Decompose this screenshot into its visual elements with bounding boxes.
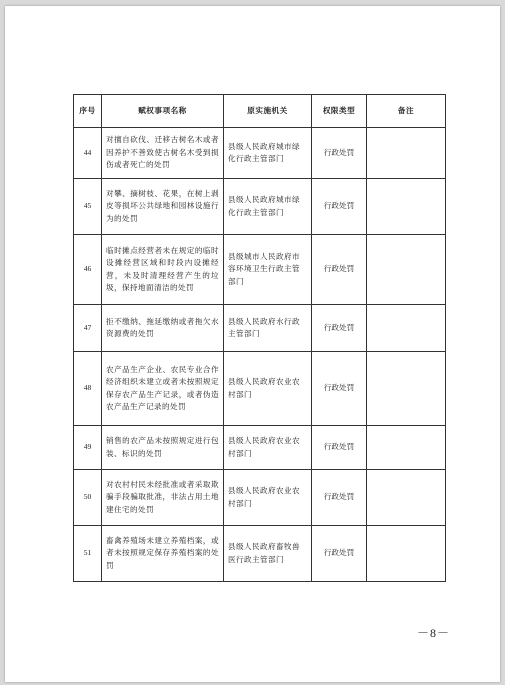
row-number: 49 bbox=[74, 426, 102, 470]
item-name: 畜禽养殖场未建立养殖档案，或者未按照规定保存养殖档案的处罚 bbox=[102, 526, 224, 582]
header-original-agency: 原实施机关 bbox=[224, 95, 312, 128]
document-page bbox=[5, 6, 500, 682]
original-agency: 县级人民政府农业农村部门 bbox=[224, 352, 312, 426]
header-remarks: 备注 bbox=[367, 95, 446, 128]
row-number: 48 bbox=[74, 352, 102, 426]
remarks bbox=[367, 305, 446, 352]
item-name: 对擅自砍伐、迁移古树名木或者因养护不善致使古树名木受到损伤或者死亡的处罚 bbox=[102, 128, 224, 179]
item-name: 农产品生产企业、农民专业合作经济组织未建立或者未按照规定保存农产品生产记录，或者伪造农产品生产记录的处罚 bbox=[102, 352, 224, 426]
table-row bbox=[74, 305, 446, 352]
authority-type: 行政处罚 bbox=[312, 526, 367, 582]
row-number: 51 bbox=[74, 526, 102, 582]
authority-type: 行政处罚 bbox=[312, 179, 367, 235]
remarks bbox=[367, 352, 446, 426]
table-header-row bbox=[74, 95, 446, 128]
table-row bbox=[74, 235, 446, 305]
original-agency: 县级人民政府水行政主管部门 bbox=[224, 305, 312, 352]
table-row bbox=[74, 128, 446, 179]
page-number: －8－ bbox=[417, 626, 451, 640]
table-row bbox=[74, 426, 446, 470]
table-row bbox=[74, 352, 446, 426]
original-agency: 县级人民政府城市绿化行政主管部门 bbox=[224, 128, 312, 179]
authority-type: 行政处罚 bbox=[312, 305, 367, 352]
remarks bbox=[367, 526, 446, 582]
remarks bbox=[367, 179, 446, 235]
table-row bbox=[74, 470, 446, 526]
original-agency: 县级人民政府农业农村部门 bbox=[224, 426, 312, 470]
item-name: 销售的农产品未按照规定进行包装、标识的处罚 bbox=[102, 426, 224, 470]
row-number: 44 bbox=[74, 128, 102, 179]
item-name: 对攀、摘树枝、花果，在树上剥皮等损坏公共绿地和园林设施行为的处罚 bbox=[102, 179, 224, 235]
item-name: 对农村村民未经批准或者采取欺骗手段骗取批准，非法占用土地建住宅的处罚 bbox=[102, 470, 224, 526]
row-number: 46 bbox=[74, 235, 102, 305]
authority-type: 行政处罚 bbox=[312, 235, 367, 305]
original-agency: 县级人民政府畜牧兽医行政主管部门 bbox=[224, 526, 312, 582]
row-number: 47 bbox=[74, 305, 102, 352]
header-serial-number: 序号 bbox=[74, 95, 102, 128]
remarks bbox=[367, 235, 446, 305]
header-item-name: 赋权事项名称 bbox=[102, 95, 224, 128]
table-row bbox=[74, 179, 446, 235]
table-row bbox=[74, 526, 446, 582]
item-name: 临时摊点经营者未在规定的临时设摊经营区域和时段内设摊经营，未及时清理经营产生的垃圾，保持地面清洁的处罚 bbox=[102, 235, 224, 305]
original-agency: 县级人民政府城市绿化行政主管部门 bbox=[224, 179, 312, 235]
original-agency: 县级人民政府农业农村部门 bbox=[224, 470, 312, 526]
row-number: 45 bbox=[74, 179, 102, 235]
original-agency: 县级城市人民政府市容环境卫生行政主管部门 bbox=[224, 235, 312, 305]
authority-type: 行政处罚 bbox=[312, 352, 367, 426]
remarks bbox=[367, 426, 446, 470]
item-name: 拒不缴纳、拖延缴纳或者拖欠水资源费的处罚 bbox=[102, 305, 224, 352]
remarks bbox=[367, 128, 446, 179]
row-number: 50 bbox=[74, 470, 102, 526]
header-authority-type: 权限类型 bbox=[312, 95, 367, 128]
authority-type: 行政处罚 bbox=[312, 426, 367, 470]
remarks bbox=[367, 470, 446, 526]
authority-table bbox=[73, 94, 446, 582]
authority-type: 行政处罚 bbox=[312, 470, 367, 526]
authority-type: 行政处罚 bbox=[312, 128, 367, 179]
